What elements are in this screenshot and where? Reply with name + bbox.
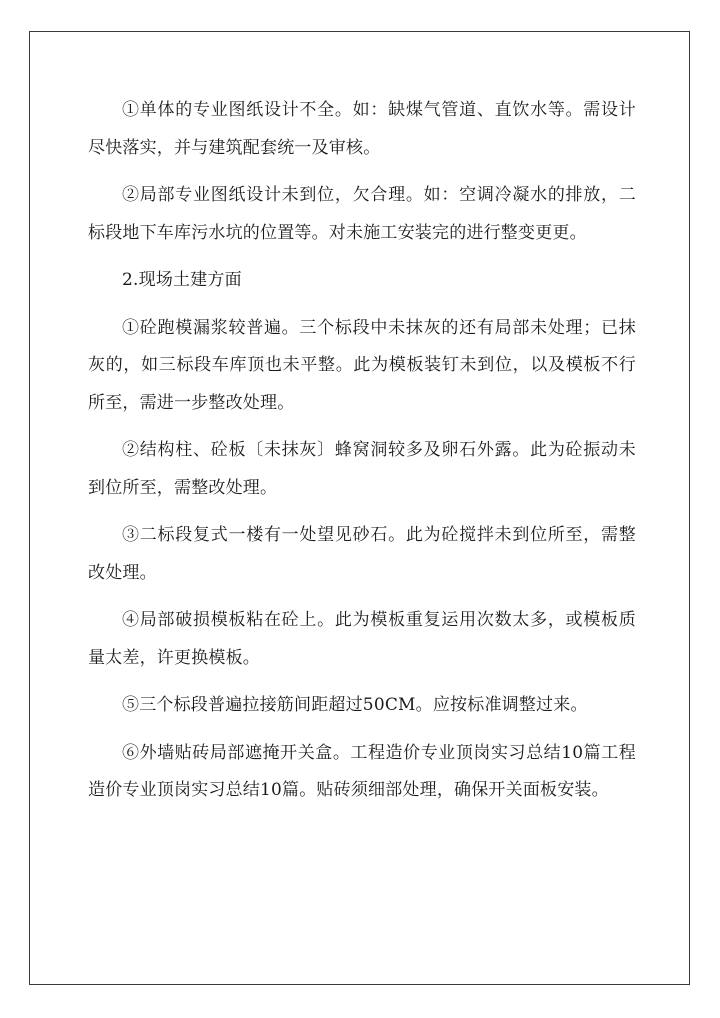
paragraph-8: ⑤三个标段普遍拉接筋间距超过50CM。应按标准调整过来。 [122,695,588,715]
paragraph-2: ②局部专业图纸设计未到位，欠合理。如：空调冷凝水的排放，二标段地下车库污水坑的位置等。对未施工安装完的进行整变更更。 [88,185,636,243]
paragraph-6: ③二标段复式一楼有一处望见砂石。此为砼搅拌未到位所至，需整改处理。 [88,525,636,583]
paragraph-4: ①砼跑模漏浆较普遍。三个标段中未抹灰的还有局部未处理；已抹灰的，如三标段车库顶也未平整。此为模板装钉未到位，以及模板不行所至，需进一步整改处理。 [88,317,636,413]
paragraph-9: ⑥外墙贴砖局部遮掩开关盒。工程造价专业顶岗实习总结10篇工程造价专业顶岗实习总结10篇。贴砖须细部处理，确保开关面板安装。 [88,742,636,800]
section-heading: 2.现场土建方面 [122,270,242,290]
document-body [88,92,636,810]
paragraph-1: ①单体的专业图纸设计不全。如：缺煤气管道、直饮水等。需设计尽快落实，并与建筑配套统一及审核。 [88,100,636,158]
paragraph-7: ④局部破损模板粘在砼上。此为模板重复运用次数太多，或模板质量太差，许更换模板。 [88,610,636,668]
paragraph-5: ②结构柱、砼板〔未抹灰〕蜂窝洞较多及卵石外露。此为砼振动未到位所至，需整改处理。 [88,440,636,498]
